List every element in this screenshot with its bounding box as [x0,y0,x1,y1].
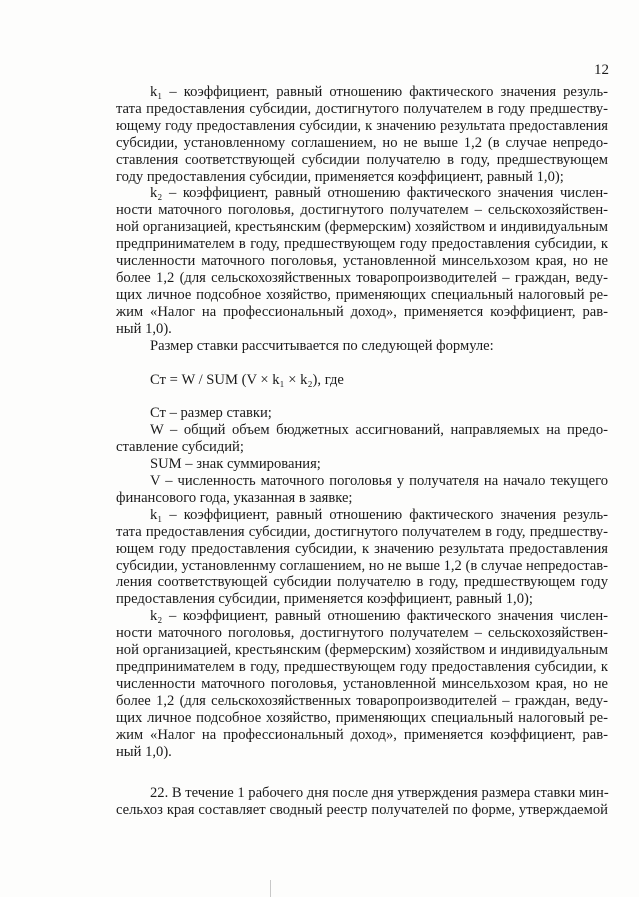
text-line: предоставления субсидии, применяется коэффициент, равный 1,0); [116,591,533,608]
k1-definition-line: k₁ – коэффициент, равный отношению фактического значения резуль- [150,84,608,100]
k2-definition-line: k₂ – коэффициент, равный отношению фактического значения числен- [150,185,608,202]
sum-definition: SUM – знак суммирования; [150,456,321,473]
text-line: предпринимателем в году, предшествующем году предоставления субсидии, к [116,236,608,253]
ct-definition: Ст – размер ставки; [150,405,272,422]
text-line: ной организацией, крестьянским (фермерским) хозяйством и индивидуальным [116,219,608,236]
page-number: 12 [594,62,609,78]
text-line: ющему году предоставления субсидии, к значению результата предоставления [116,117,608,134]
text-line: субсидии, установленному соглашением, но не выше 1,2 (в случае непредо- [116,134,608,151]
k2-definition-line: k₂ – коэффициент, равный отношению фактического значения числен- [150,608,608,625]
text-line: ный 1,0). [116,320,172,337]
text-line: ности маточного поголовья, достигнутого получателем – сельскохозяйствен- [116,625,608,642]
text-line: жим «Налог на профессиональный доход», применяется коэффициент, рав- [116,303,608,320]
text-line: более 1,2 (для сельскохозяйственных товаропроизводителей – граждан, веду- [116,269,608,286]
text-line: щих личное подсобное хозяйство, применяющих специальный налоговый ре- [116,709,608,726]
formula-intro: Размер ставки рассчитывается по следующей формуле: [150,337,494,354]
text-line: предпринимателем в году, предшествующем году предоставления субсидии, к [116,659,608,675]
text-line: субсидии, установленнму соглашением, но не выше 1,2 (в случае непредостав- [116,557,608,574]
text-line: ставление субсидий; [116,439,244,456]
text-line: ления соответствующей субсидии получателю в году, предшествующем году [116,574,608,591]
text-line: тата предоставления субсидии, достигнутого получателем в году, предшеству- [116,523,608,540]
text-line: ющем году предоставления субсидии, к значению результата предоставления [116,540,608,557]
document-body [116,84,608,819]
k1-definition-line: k₁ – коэффициент, равный отношению фактического значения резуль- [150,506,608,523]
text-line: щих личное подсобное хозяйство, применяющих специальный налоговый ре- [116,286,608,303]
text-line: численности маточного поголовья, установленной минсельхозом края, но не [116,253,608,270]
scan-artifact [270,880,271,897]
text-line: ный 1,0). [116,743,172,760]
text-line: тата предоставления субсидии, достигнутого получателем в году предшеству- [116,100,608,117]
text-line: ставления соответствующей субсидии получателю в году, предшествующем [116,151,608,168]
text-line: ной организацией, крестьянским (фермерским) хозяйством и индивидуальным [116,642,608,659]
section-22-line: 22. В течение 1 рабочего дня после дня утверждения размера ставки мин- [150,785,609,802]
text-line: жим «Налог на профессиональный доход», применяется коэффициент, рав- [116,726,608,743]
text-line: финансового года, указанная в заявке; [116,489,353,506]
text-line: ности маточного поголовья, достигнутого получателем – сельскохозяйствен- [116,202,608,219]
text-line: году предоставления субсидии, применяется коэффициент, равный 1,0); [116,168,564,185]
v-definition-line: V – численность маточного поголовья у получателя на начало текущего [150,473,608,490]
formula: Ст = W / SUM (V × k₁ × k₂), где [150,371,344,388]
text-line: более 1,2 (для сельскохозяйственных товаропроизводителей – граждан, веду- [116,692,608,709]
w-definition-line: W – общий объем бюджетных ассигнований, направляемых на предо- [150,422,608,439]
text-line: численности маточного поголовья, установленной минсельхозом края, но не [116,675,608,692]
text-line: сельхоз края составляет сводный реестр получателей по форме, утверждаемой [116,802,608,819]
